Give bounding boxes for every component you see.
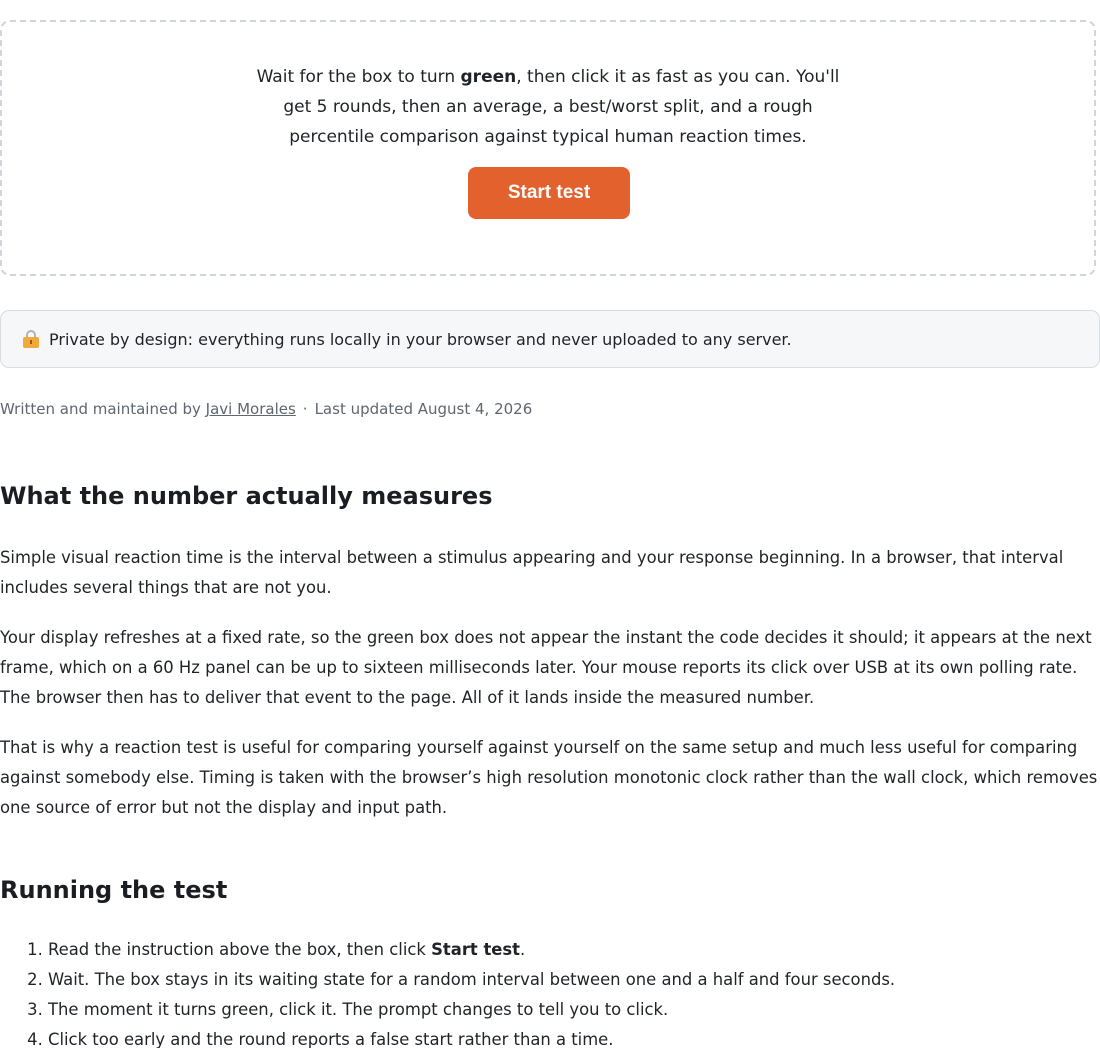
section-heading-running: Running the test [0,876,228,904]
step-text-end: . [520,940,526,959]
last-updated: Last updated August 4, 2026 [314,400,533,418]
instructions-text: Wait for the box to turn [256,67,461,87]
start-test-button[interactable]: Start test [468,167,630,219]
paragraph: Your display refreshes at a fixed rate, so the green box does not appear the instant the code decides it should; it appears at the next frame, which on a 60 Hz panel can be up to sixteen milliseconds later. Your mouse reports its click over USB at its own polling rate. The browser then has to deliver that event to the page. All of it lands inside the measured number. [0,628,1092,707]
byline-separator: · [302,400,308,418]
paragraph: Simple visual reaction time is the interval between a stimulus appearing and your response beginning. In a browser, that interval includes several things that are not you. [0,548,1064,597]
section-heading-measures: What the number actually measures [0,482,493,510]
list-item: 3. The moment it turns green, click it. The prompt changes to tell you to click. [48,995,1100,1025]
byline [0,400,532,418]
list-item [48,935,1100,965]
byline-prefix: Written and maintained by [0,400,206,418]
paragraph: That is why a reaction test is useful for comparing yourself against yourself on the same setup and much less useful for comparing against somebody else. Timing is taken with the browser’s high resolution monotonic clock rather than the wall clock, which removes one source of error but not the display and input path. [0,738,1098,817]
instructions-text-rest: , then click it as fast as you can. You'll get 5 rounds, then an average, a best/worst split, and a rough percentile comparison against typical human reaction times. [283,67,840,147]
lock-icon [23,330,39,348]
list-item: 4. Click too early and the round reports a false start rather than a time. [48,1025,1100,1048]
list-item: 2. Wait. The box stays in its waiting state for a random interval between one and a half and four seconds. [48,965,1100,995]
step-emphasis: Start test [431,940,520,959]
step-text: Read the instruction above the box, then click [48,940,432,959]
steps-list [0,935,1100,1048]
instructions-emphasis: green [460,67,517,87]
privacy-notice [0,310,1100,368]
privacy-text: Private by design: everything runs locally in your browser and never uploaded to any server. [49,329,792,349]
test-instructions [244,62,852,152]
author-link[interactable]: Javi Morales [205,400,296,418]
